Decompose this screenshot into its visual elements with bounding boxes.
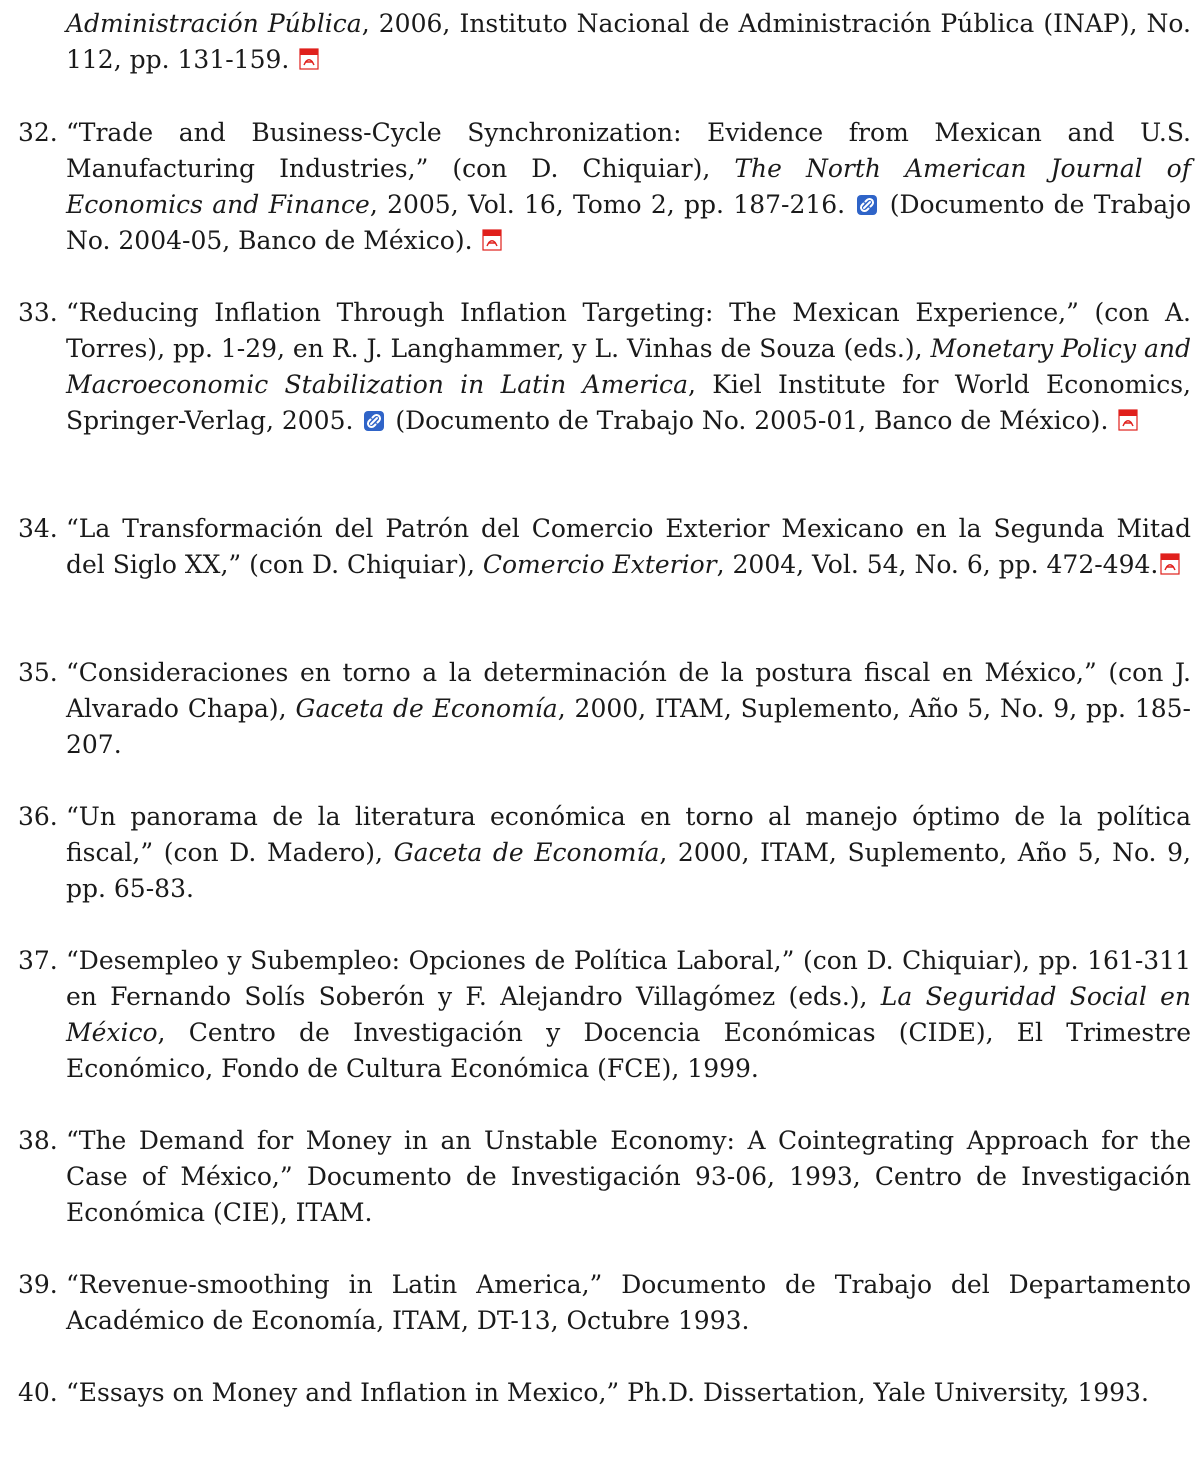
reference-number: 34.: [18, 514, 58, 543]
reference-text: “La Transformación del Patrón del Comercio Exterior Mexicano en la Segunda Mitad del Siglo XX,” (con D. Chiquiar),: [66, 514, 1191, 579]
reference-number: 32.: [18, 118, 58, 147]
journal-title: The North American Journal of Economics and Finance: [66, 154, 1191, 219]
reference-text: (Documento de Trabajo No. 2005-01, Banco de México).: [387, 406, 1109, 435]
reference-item-35: [18, 655, 1191, 763]
reference-item-34: [18, 511, 1191, 583]
reference-item-32: [18, 115, 1191, 259]
reference-number: 36.: [18, 802, 58, 831]
reference-31-continuation: [66, 6, 1191, 78]
reference-text: “Desempleo y Subempleo: Opciones de Política Laboral,” (con D. Chiquiar), pp. 161-311 en Fernando Solís Soberón y F. Alejandro Villagómez (eds.),: [66, 946, 1191, 1011]
reference-item-36: [18, 799, 1191, 907]
pdf-icon[interactable]: [482, 225, 502, 247]
pdf-icon[interactable]: [299, 44, 319, 66]
reference-text: “Revenue-smoothing in Latin America,” Documento de Trabajo del Departamento Académico de Economía, ITAM, DT-13, Octubre 1993.: [66, 1270, 1191, 1335]
journal-title: Gaceta de Economía: [393, 838, 660, 867]
reference-text: “Trade and Business-Cycle Synchronization: Evidence from Mexican and U.S. Manufacturing Industries,” (con D. Chiquiar),: [66, 118, 1191, 183]
journal-title: Gaceta de Economía: [295, 694, 558, 723]
reference-number: 33.: [18, 298, 58, 327]
reference-text: , 2000, ITAM, Suplemento, Año 5, No. 9, pp. 185-207.: [66, 694, 1191, 759]
reference-text: , 2004, Vol. 54, No. 6, pp. 472-494.: [716, 550, 1159, 579]
pdf-icon[interactable]: [1160, 549, 1180, 571]
reference-number: 40.: [18, 1378, 58, 1407]
reference-number: 38.: [18, 1126, 58, 1155]
link-icon[interactable]: [363, 406, 385, 428]
journal-title: Administración Pública: [66, 9, 362, 38]
reference-item-37: [18, 943, 1191, 1087]
reference-item-39: [18, 1267, 1191, 1339]
pdf-icon[interactable]: [1118, 405, 1138, 427]
reference-item-40: [18, 1375, 1191, 1411]
reference-number: 35.: [18, 658, 58, 687]
reference-text: , 2000, ITAM, Suplemento, Año 5, No. 9, pp. 65-83.: [66, 838, 1191, 903]
reference-text: “The Demand for Money in an Unstable Economy: A Cointegrating Approach for the Case of México,” Documento de Investigación 93-06, 1993, Centro de Investigación Económica (CIE), ITAM.: [66, 1126, 1191, 1227]
book-title: La Seguridad Social en México: [66, 982, 1192, 1047]
reference-text: , 2006, Instituto Nacional de Administración Pública (INAP), No. 112, pp. 131-159.: [66, 9, 1191, 74]
reference-number: 39.: [18, 1270, 58, 1299]
reference-text: “Reducing Inflation Through Inflation Targeting: The Mexican Experience,” (con A. Torres), pp. 1-29, en R. J. Langhammer, y L. Vinhas de Souza (eds.),: [66, 298, 1191, 363]
book-title: Monetary Policy and Macroeconomic Stabilization in Latin America: [66, 334, 1192, 399]
link-icon[interactable]: [856, 190, 878, 212]
reference-text: , Kiel Institute for World Economics, Springer-Verlag, 2005.: [66, 370, 1191, 435]
reference-text: (Documento de Trabajo No. 2004-05, Banco de México).: [66, 190, 1191, 255]
reference-item-38: [18, 1123, 1191, 1231]
reference-text: “Un panorama de la literatura económica en torno al manejo óptimo de la política fiscal,” (con D. Madero),: [66, 802, 1191, 867]
reference-item-33: [18, 295, 1191, 439]
journal-title: Comercio Exterior: [482, 550, 717, 579]
reference-text: “Essays on Money and Inflation in Mexico,” Ph.D. Dissertation, Yale University, 1993.: [66, 1378, 1149, 1407]
reference-number: 37.: [18, 946, 58, 975]
reference-text: , 2005, Vol. 16, Tomo 2, pp. 187-216.: [369, 190, 846, 219]
reference-text: “Consideraciones en torno a la determinación de la postura fiscal en México,” (con J. Alvarado Chapa),: [66, 658, 1191, 723]
reference-text: , Centro de Investigación y Docencia Económicas (CIDE), El Trimestre Económico, Fondo de Cultura Económica (FCE), 1999.: [66, 1018, 1191, 1083]
